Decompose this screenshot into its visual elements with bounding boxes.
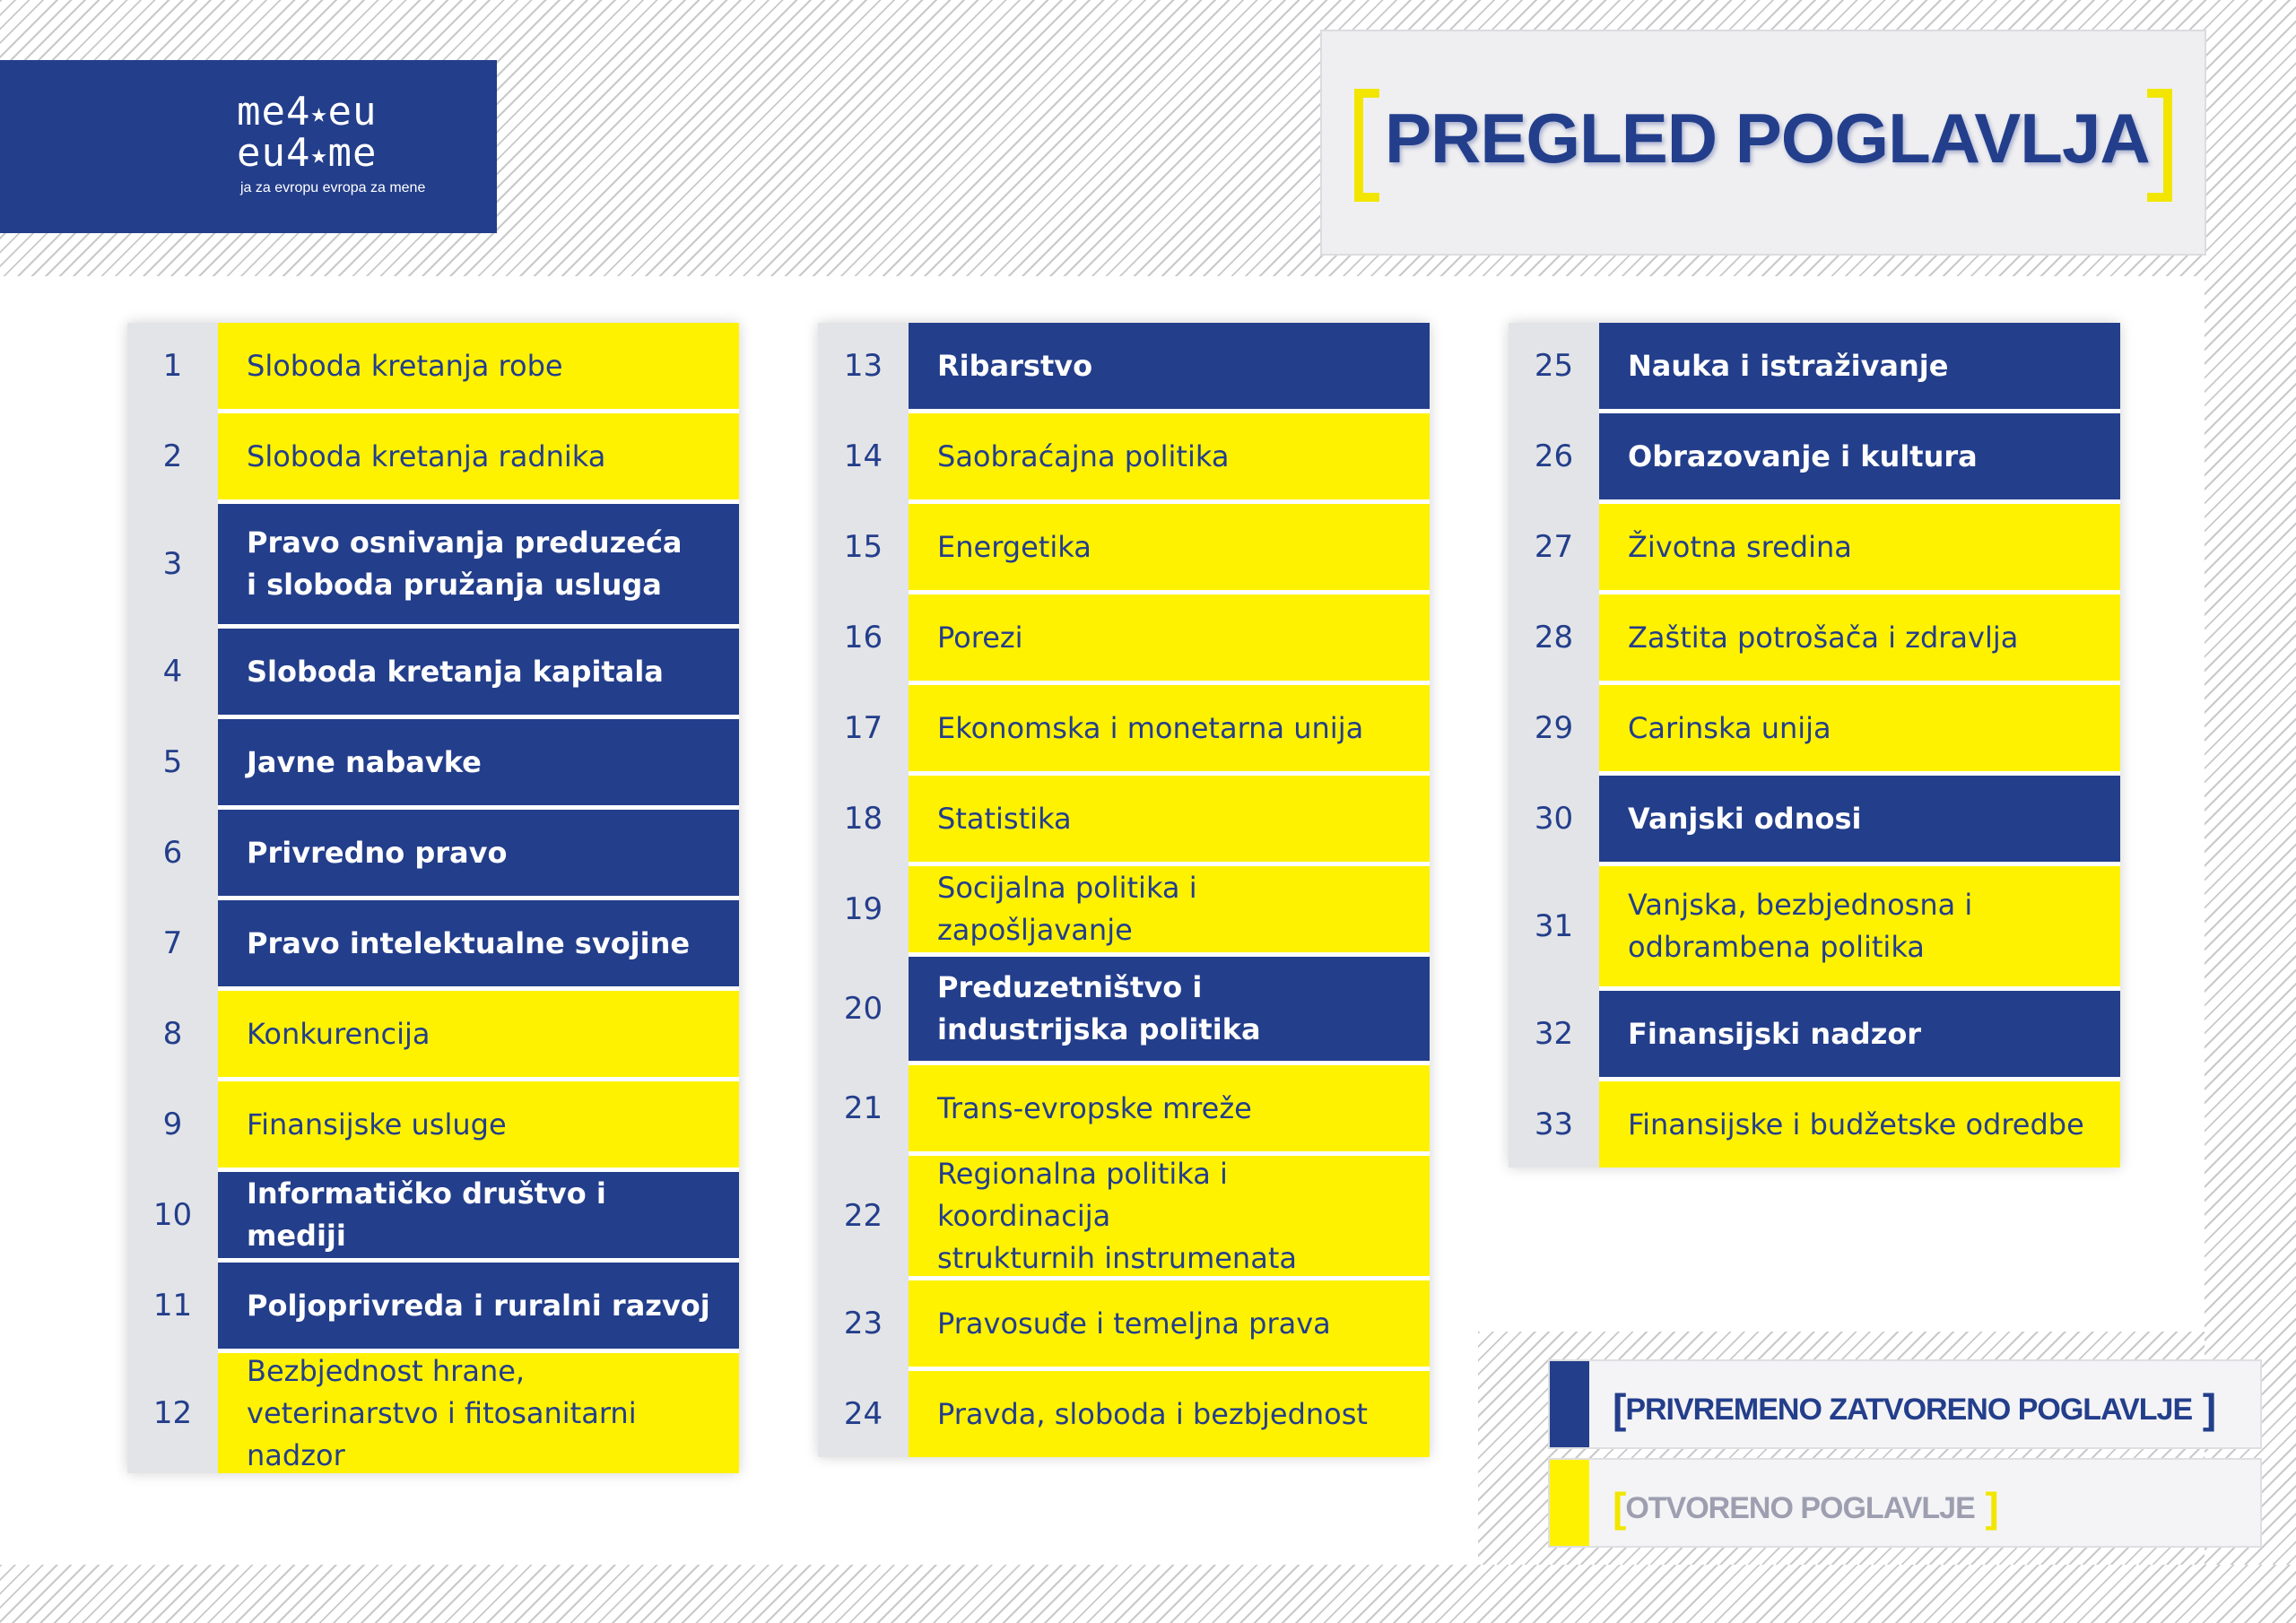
chapter-row — [1509, 504, 2120, 590]
logo-text: me4 — [237, 89, 311, 135]
chapter-number: 20 — [818, 957, 909, 1061]
chapter-label: Privredno pravo — [218, 810, 739, 896]
chapter-label: Statistika — [909, 776, 1430, 862]
chapter-row — [1509, 776, 2120, 862]
left-bracket-icon: [ — [1613, 1385, 1626, 1432]
chapter-label: Trans-evropske mreže — [909, 1065, 1430, 1151]
chapter-label: Ribarstvo — [909, 323, 1430, 409]
right-bracket-icon: ] — [1974, 1484, 1998, 1531]
chapter-label: Finansijske i budžetske odredbe — [1599, 1081, 2120, 1167]
chapter-number: 3 — [127, 504, 218, 624]
chapter-label: Energetika — [909, 504, 1430, 590]
chapter-row — [818, 776, 1430, 862]
chapter-number: 4 — [127, 629, 218, 715]
legend-item-open — [1548, 1458, 2262, 1548]
chapter-column-2 — [818, 323, 1430, 1457]
chapter-row — [127, 1263, 739, 1349]
chapter-row — [127, 719, 739, 805]
chapter-row — [818, 1371, 1430, 1457]
legend-text — [1613, 1483, 1998, 1532]
chapter-number: 2 — [127, 413, 218, 499]
chapter-row — [818, 413, 1430, 499]
background-hatch-bottom — [0, 1565, 2296, 1623]
legend-text — [1613, 1384, 2215, 1433]
chapter-label: Javne nabavke — [218, 719, 739, 805]
chapter-row — [127, 810, 739, 896]
right-bracket-icon: ] — [2192, 1385, 2216, 1432]
chapter-row — [818, 323, 1430, 409]
chapter-number: 27 — [1509, 504, 1599, 590]
legend-label-closed: PRIVREMENO ZATVORENO POGLAVLJE — [1625, 1393, 2193, 1427]
chapter-row — [818, 1065, 1430, 1151]
chapter-row — [818, 504, 1430, 590]
chapter-column-1 — [127, 323, 739, 1473]
logo-line-1 — [237, 89, 378, 135]
legend-label-open: OTVORENO POGLAVLJE — [1625, 1491, 1975, 1525]
chapter-number: 23 — [818, 1280, 909, 1367]
chapter-number: 13 — [818, 323, 909, 409]
chapter-label: Vanjska, bezbjednosna i odbrambena politika — [1599, 866, 2120, 986]
logo-text: eu4 — [237, 130, 311, 176]
chapter-number: 22 — [818, 1156, 909, 1276]
chapter-row — [1509, 685, 2120, 771]
chapter-row — [1509, 595, 2120, 681]
chapter-number: 14 — [818, 413, 909, 499]
chapter-row — [818, 595, 1430, 681]
chapter-number: 11 — [127, 1263, 218, 1349]
logo-line-2 — [237, 130, 378, 176]
chapter-label: Porezi — [909, 595, 1430, 681]
chapter-number: 8 — [127, 991, 218, 1077]
chapter-label: Poljoprivreda i ruralni razvoj — [218, 1263, 739, 1349]
chapter-number: 16 — [818, 595, 909, 681]
chapter-row — [818, 957, 1430, 1061]
chapter-row — [127, 504, 739, 624]
chapter-label: Bezbjednost hrane, veterinarstvo i fitosanitarni nadzor — [218, 1353, 739, 1473]
chapter-label: Regionalna politika i koordinacija strukturnih instrumenata — [909, 1156, 1430, 1276]
chapter-number: 24 — [818, 1371, 909, 1457]
chapter-label: Pravo intelektualne svojine — [218, 900, 739, 986]
chapter-label: Sloboda kretanja radnika — [218, 413, 739, 499]
chapter-row — [127, 629, 739, 715]
chapter-number: 15 — [818, 504, 909, 590]
chapter-number: 17 — [818, 685, 909, 771]
chapter-label: Pravo osnivanja preduzeća i sloboda pružanja usluga — [218, 504, 739, 624]
chapter-label: Životna sredina — [1599, 504, 2120, 590]
chapter-number: 31 — [1509, 866, 1599, 986]
chapter-label: Socijalna politika i zapošljavanje — [909, 866, 1430, 952]
chapter-number: 19 — [818, 866, 909, 952]
chapter-number: 10 — [127, 1172, 218, 1258]
chapter-label: Zaštita potrošača i zdravlja — [1599, 595, 2120, 681]
legend-swatch-open — [1550, 1460, 1589, 1546]
chapter-number: 30 — [1509, 776, 1599, 862]
chapter-label: Finansijski nadzor — [1599, 991, 2120, 1077]
chapter-label: Preduzetništvo i industrijska politika — [909, 957, 1430, 1061]
chapter-row — [1509, 413, 2120, 499]
chapter-row — [127, 323, 739, 409]
chapter-number: 6 — [127, 810, 218, 896]
chapter-number: 18 — [818, 776, 909, 862]
chapter-number: 28 — [1509, 595, 1599, 681]
left-bracket-icon — [1354, 89, 1379, 202]
chapter-number: 21 — [818, 1065, 909, 1151]
chapter-label: Vanjski odnosi — [1599, 776, 2120, 862]
chapter-row — [1509, 1081, 2120, 1167]
chapter-label: Finansijske usluge — [218, 1081, 739, 1167]
chapter-row — [1509, 323, 2120, 409]
chapter-number: 26 — [1509, 413, 1599, 499]
left-bracket-icon: [ — [1613, 1484, 1626, 1531]
chapter-row — [818, 866, 1430, 952]
chapter-number: 9 — [127, 1081, 218, 1167]
chapter-number: 32 — [1509, 991, 1599, 1077]
legend-swatch-closed — [1550, 1361, 1589, 1447]
chapter-number: 5 — [127, 719, 218, 805]
logo-tagline: ja za evropu evropa za mene — [240, 180, 426, 195]
chapter-row — [818, 685, 1430, 771]
chapter-row — [127, 991, 739, 1077]
chapter-number: 29 — [1509, 685, 1599, 771]
logo — [0, 60, 497, 233]
logo-text: eu — [327, 89, 378, 135]
logo-text: me — [327, 130, 378, 176]
chapter-row — [127, 1172, 739, 1258]
chapter-label: Sloboda kretanja kapitala — [218, 629, 739, 715]
chapter-number: 12 — [127, 1353, 218, 1473]
legend-item-closed — [1548, 1359, 2262, 1449]
chapter-column-3 — [1509, 323, 2120, 1167]
chapter-label: Saobraćajna politika — [909, 413, 1430, 499]
chapter-label: Obrazovanje i kultura — [1599, 413, 2120, 499]
chapter-number: 1 — [127, 323, 218, 409]
chapter-label: Ekonomska i monetarna unija — [909, 685, 1430, 771]
chapter-row — [127, 1353, 739, 1473]
chapter-row — [127, 900, 739, 986]
page-title: PREGLED POGLAVLJA — [1385, 99, 2150, 178]
chapter-label: Nauka i istraživanje — [1599, 323, 2120, 409]
chapter-label: Pravosuđe i temeljna prava — [909, 1280, 1430, 1367]
chapter-row — [127, 1081, 739, 1167]
chapter-number: 7 — [127, 900, 218, 986]
title-card — [1320, 30, 2206, 256]
chapter-row — [818, 1156, 1430, 1276]
chapter-label: Konkurencija — [218, 991, 739, 1077]
chapter-label: Carinska unija — [1599, 685, 2120, 771]
right-bracket-icon — [2147, 89, 2172, 202]
star-icon: ★ — [310, 98, 328, 129]
chapter-row — [127, 413, 739, 499]
chapter-label: Informatičko društvo i mediji — [218, 1172, 739, 1258]
chapter-number: 25 — [1509, 323, 1599, 409]
chapter-row — [1509, 991, 2120, 1077]
star-icon: ★ — [310, 139, 328, 170]
chapter-label: Sloboda kretanja robe — [218, 323, 739, 409]
chapter-row — [1509, 866, 2120, 986]
chapter-number: 33 — [1509, 1081, 1599, 1167]
chapter-label: Pravda, sloboda i bezbjednost — [909, 1371, 1430, 1457]
chapter-row — [818, 1280, 1430, 1367]
